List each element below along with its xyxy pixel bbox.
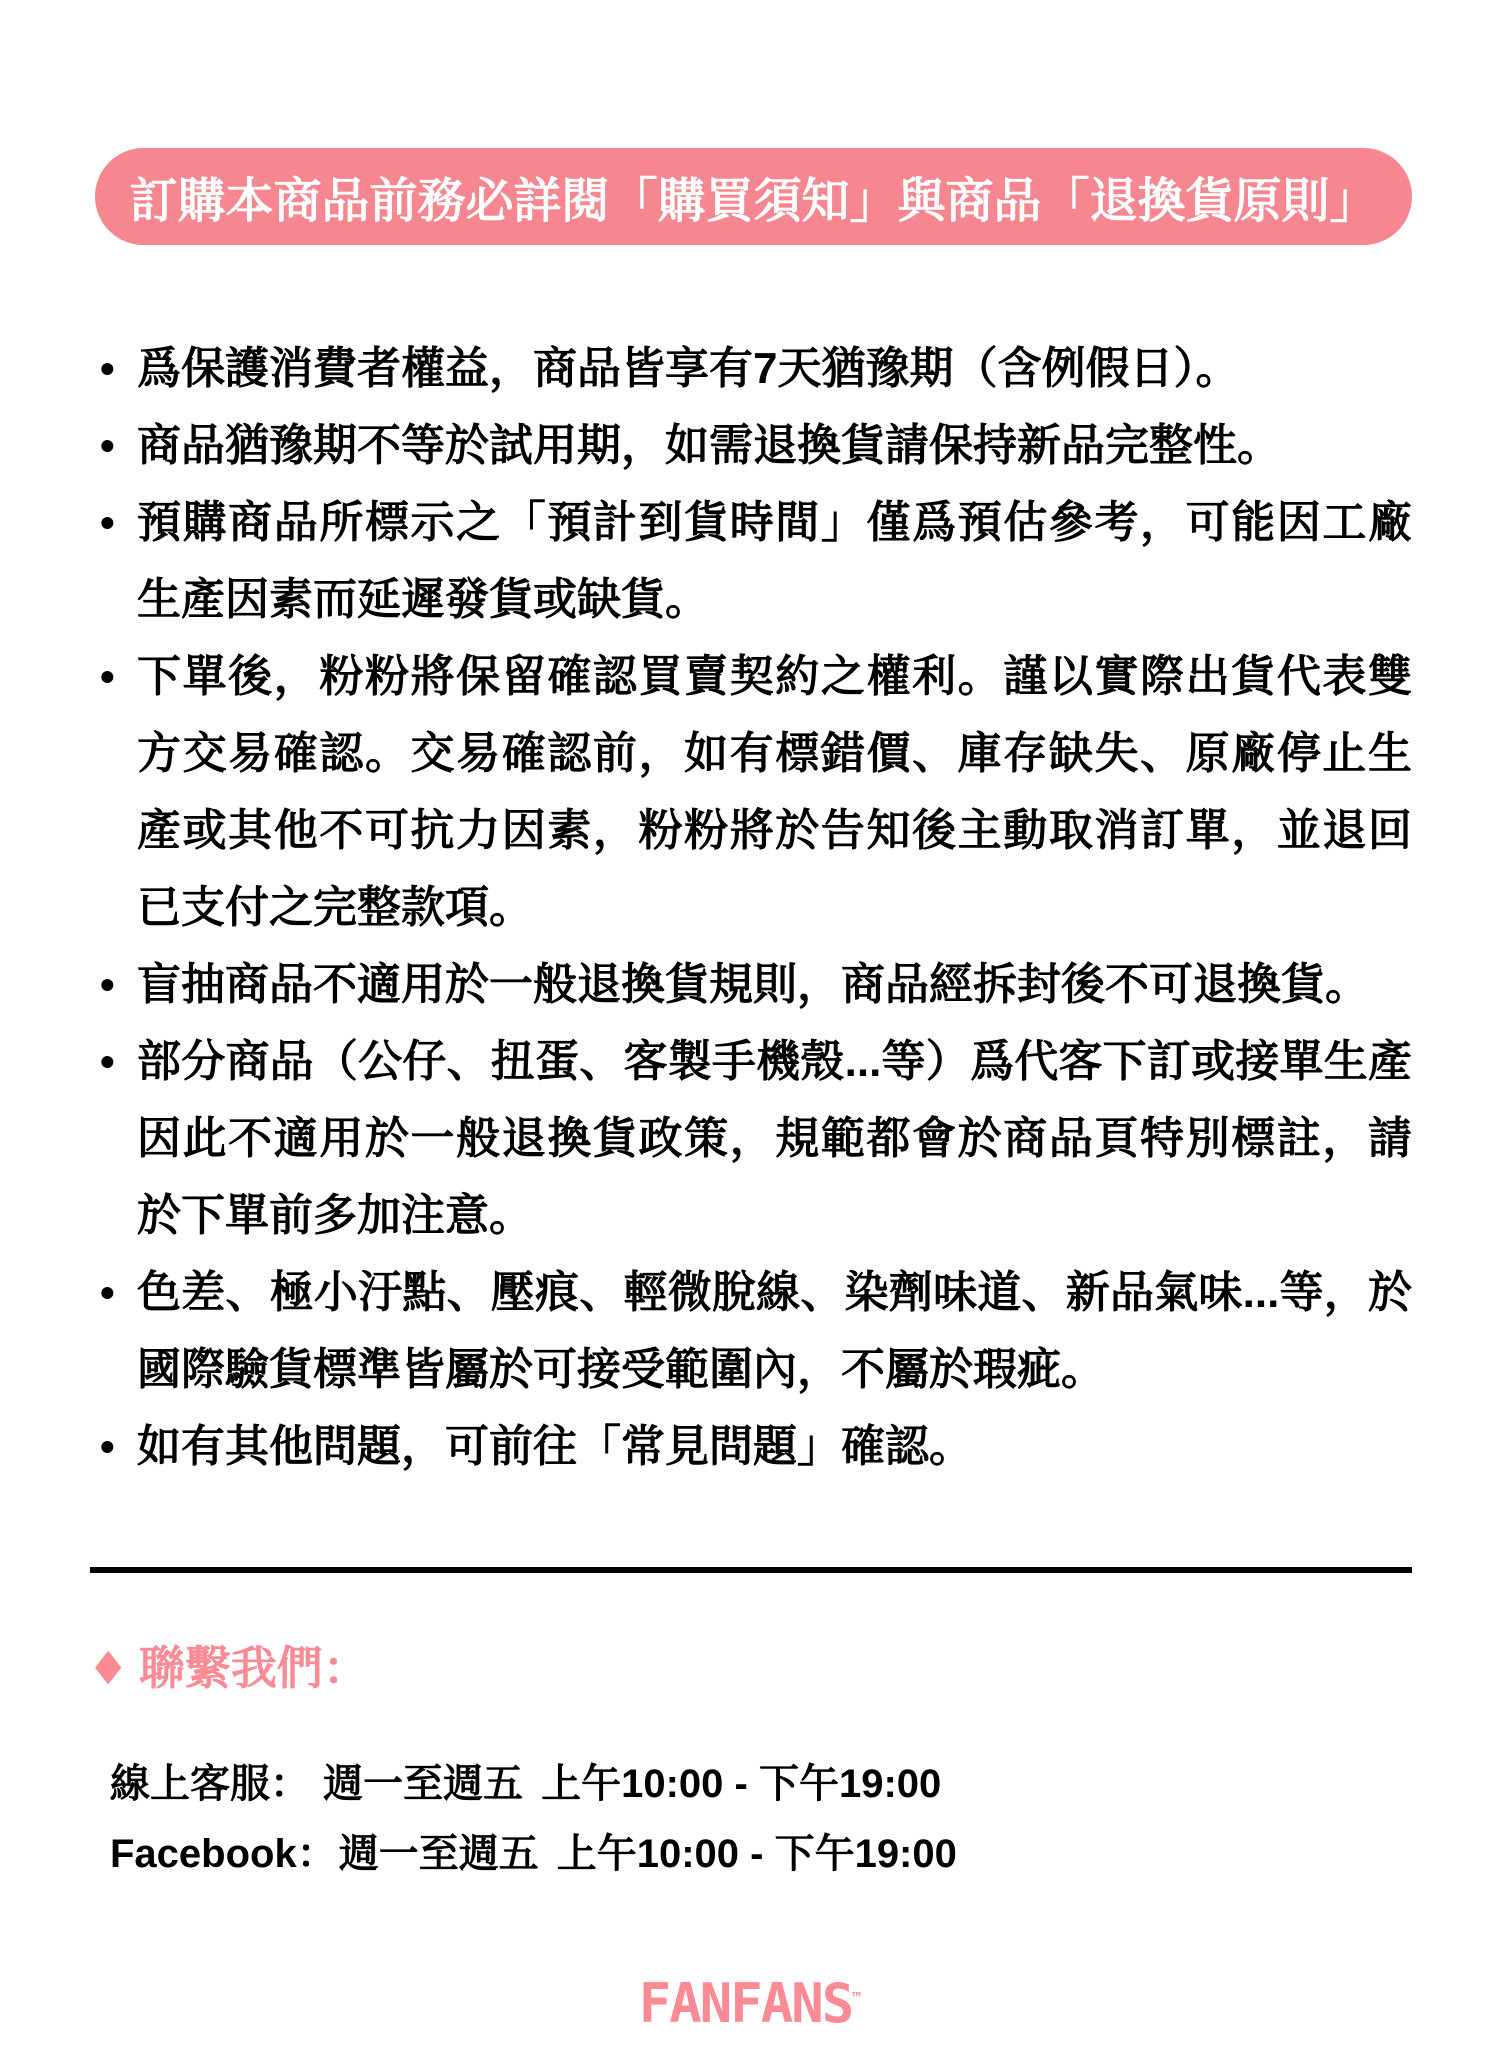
notice-text: 盲抽商品不適用於一般退換貨規則，商品經拆封後不可退換貨。	[137, 960, 1369, 1009]
trademark-icon: ™	[852, 1989, 862, 2007]
notice-item	[100, 638, 1412, 946]
bullet-icon: •	[100, 1038, 115, 1085]
contact-days: 週一至週五	[323, 1761, 524, 1806]
contact-hours: 上午10:00 - 下午19:00	[541, 1761, 942, 1806]
bullet-icon: •	[100, 961, 115, 1008]
bullet-icon: •	[100, 1423, 115, 1470]
logo-row	[0, 1972, 1500, 2035]
notice-item	[100, 407, 1412, 484]
contact-section	[110, 1745, 957, 1885]
notice-list	[100, 330, 1412, 1485]
fanfans-logo-text: FANFANS	[638, 1972, 853, 2035]
notice-text: 下單後，粉粉將保留確認買賣契約之權利。謹以實際出貨代表雙方交易確認。交易確認前，如有標錯價、庫存缺失、原廠停止生產或其他不可抗力因素，粉粉將於告知後主動取消訂單，並退回已支付之完整款項。	[137, 652, 1412, 932]
bullet-icon: •	[100, 422, 115, 469]
notice-item	[100, 1023, 1412, 1254]
contact-heading-label: 聯繫我們：	[138, 1642, 369, 1694]
notice-text: 部分商品（公仔、扭蛋、客製手機殼...等）爲代客下訂或接單生產因此不適用於一般退換貨政策，規範都會於商品頁特別標註，請於下單前多加注意。	[137, 1037, 1412, 1240]
notice-item	[100, 946, 1412, 1023]
notice-item	[100, 1254, 1412, 1408]
bullet-icon: •	[100, 653, 115, 700]
notice-item	[100, 1408, 1412, 1485]
contact-label: 線上客服：	[110, 1761, 322, 1806]
notice-text: 商品猶豫期不等於試用期，如需退換貨請保持新品完整性。	[137, 421, 1281, 470]
notice-text: 爲保護消費者權益，商品皆享有7天猶豫期（含例假日）。	[137, 344, 1240, 393]
bullet-icon: •	[100, 499, 115, 546]
bullet-icon: •	[100, 1269, 115, 1316]
notice-text: 預購商品所標示之「預計到貨時間」僅爲預估參考，可能因工廠生產因素而延遲發貨或缺貨。	[137, 498, 1412, 624]
notice-text: 色差、極小汙點、壓痕、輕微脫線、染劑味道、新品氣味...等，於國際驗貨標準皆屬於可接受範圍內，不屬於瑕疵。	[137, 1268, 1412, 1394]
bullet-icon: •	[100, 345, 115, 392]
notice-item	[100, 330, 1412, 407]
contact-heading	[95, 1632, 369, 1698]
divider	[90, 1567, 1412, 1573]
notice-item	[100, 484, 1412, 638]
notice-text: 如有其他問題，可前往「常見問題」確認。	[137, 1422, 973, 1471]
fanfans-logo	[639, 1972, 862, 2035]
diamond-icon: ◆	[95, 1640, 122, 1689]
contact-hours: 上午10:00 - 下午19:00	[556, 1831, 957, 1876]
contact-line-online-service	[110, 1745, 957, 1815]
contact-line-facebook	[110, 1815, 957, 1885]
banner-text: 訂購本商品前務必詳閱「購買須知」與商品「退換貨原則」	[129, 175, 1378, 228]
contact-label: Facebook：	[110, 1831, 337, 1876]
purchase-notice-banner	[95, 148, 1412, 245]
contact-days: 週一至週五	[338, 1831, 539, 1876]
